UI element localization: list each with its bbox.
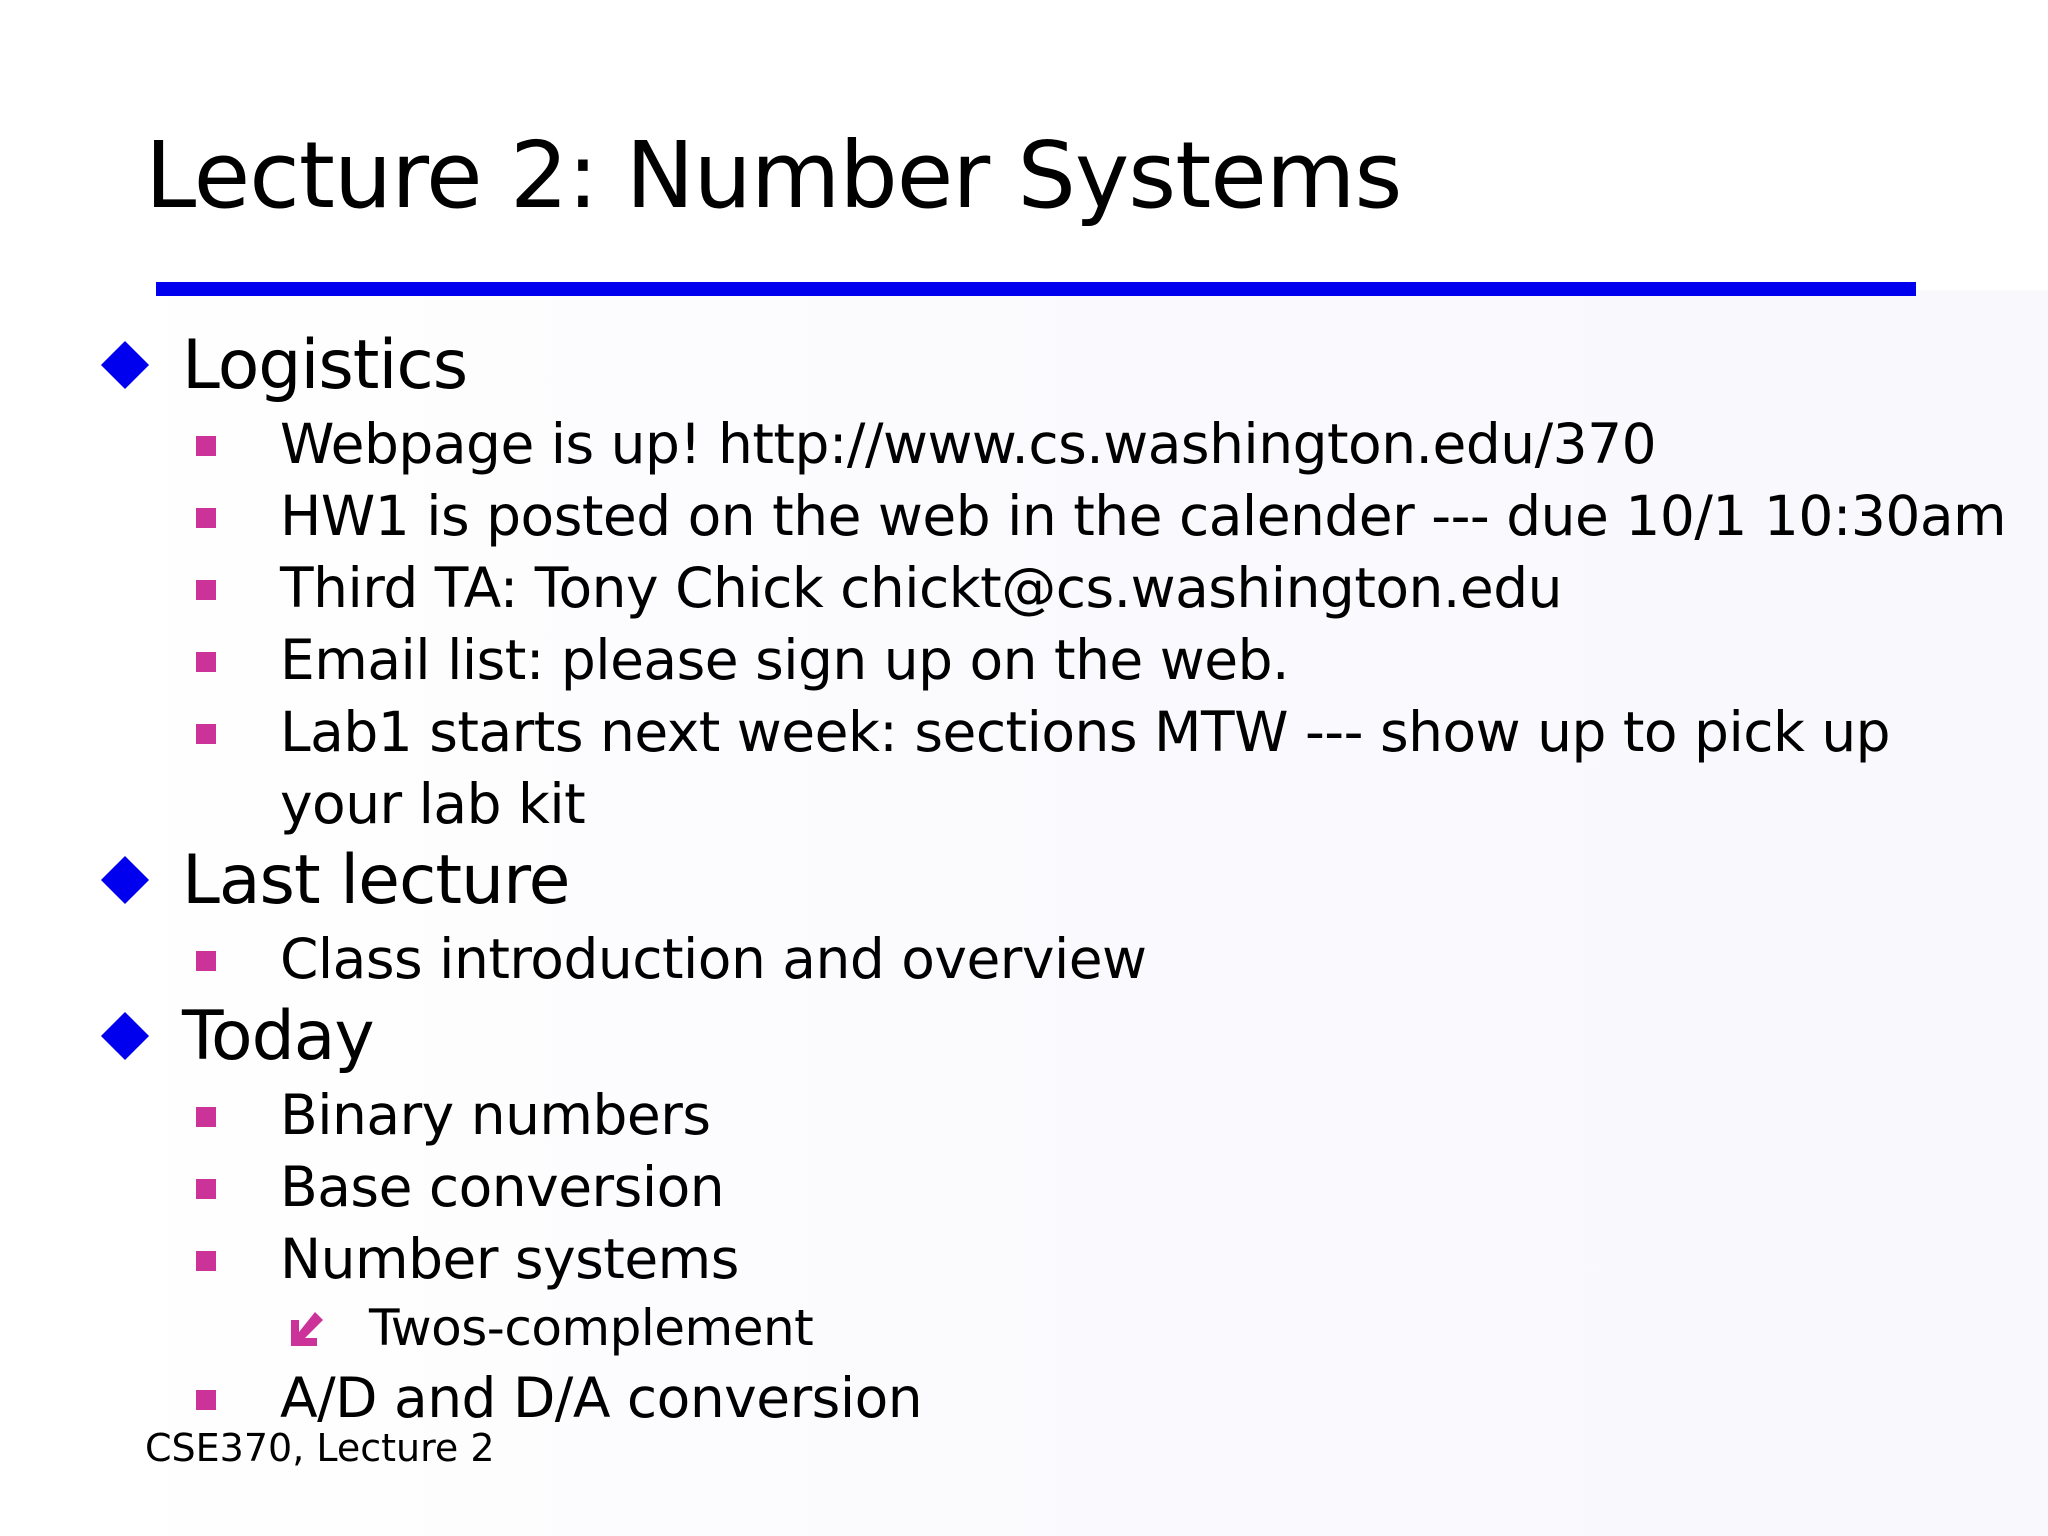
item-ad-da-conversion: A/D and D/A conversion bbox=[280, 1366, 923, 1430]
square-bullet-icon bbox=[196, 1107, 216, 1127]
list-item bbox=[196, 408, 1656, 480]
square-bullet-icon bbox=[196, 724, 216, 744]
item-twos-complement: Twos-complement bbox=[369, 1299, 814, 1357]
list-item bbox=[196, 1151, 724, 1223]
list-item-continuation bbox=[196, 768, 585, 840]
item-number-systems: Number systems bbox=[280, 1227, 739, 1291]
list-item bbox=[196, 696, 1890, 768]
heading-last-lecture: Last lecture bbox=[182, 840, 570, 920]
item-hw1: HW1 is posted on the web in the calender --- due 10/1 10:30am bbox=[280, 484, 2007, 548]
item-third-ta: Third TA: Tony Chick chickt@cs.washington.edu bbox=[280, 556, 1563, 620]
diamond-bullet-icon bbox=[101, 341, 149, 389]
list-item bbox=[196, 624, 1289, 696]
item-webpage: Webpage is up! http://www.cs.washington.edu/370 bbox=[280, 412, 1657, 476]
list-item bbox=[196, 1079, 711, 1151]
item-lab1: Lab1 starts next week: sections MTW --- show up to pick up bbox=[280, 700, 1891, 764]
heading-today: Today bbox=[182, 996, 374, 1076]
square-bullet-icon bbox=[196, 1251, 216, 1271]
item-lab1-continued: your lab kit bbox=[280, 772, 586, 836]
square-bullet-icon bbox=[196, 1179, 216, 1199]
bullet-logistics bbox=[100, 325, 467, 405]
list-item bbox=[196, 1362, 922, 1434]
list-item bbox=[196, 1223, 739, 1295]
sub-list-item bbox=[285, 1296, 813, 1360]
bullet-last-lecture bbox=[100, 840, 569, 920]
bullet-today bbox=[100, 996, 374, 1076]
square-bullet-icon bbox=[196, 951, 216, 971]
diamond-bullet-icon bbox=[101, 856, 149, 904]
list-item bbox=[196, 552, 1562, 624]
item-email-list: Email list: please sign up on the web. bbox=[280, 628, 1289, 692]
list-item bbox=[196, 480, 2006, 552]
item-base-conversion: Base conversion bbox=[280, 1155, 725, 1219]
slide-title: Lecture 2: Number Systems bbox=[145, 122, 1402, 229]
square-bullet-icon bbox=[196, 436, 216, 456]
item-class-intro: Class introduction and overview bbox=[280, 927, 1147, 991]
square-bullet-icon bbox=[196, 580, 216, 600]
square-bullet-icon bbox=[196, 1390, 216, 1410]
heading-logistics: Logistics bbox=[182, 325, 468, 405]
arrow-down-left-icon bbox=[285, 1306, 329, 1350]
list-item bbox=[196, 923, 1147, 995]
item-binary-numbers: Binary numbers bbox=[280, 1083, 711, 1147]
square-bullet-icon bbox=[196, 508, 216, 528]
slide-footer: CSE370, Lecture 2 bbox=[145, 1426, 495, 1470]
square-bullet-icon bbox=[196, 652, 216, 672]
diamond-bullet-icon bbox=[101, 1012, 149, 1060]
